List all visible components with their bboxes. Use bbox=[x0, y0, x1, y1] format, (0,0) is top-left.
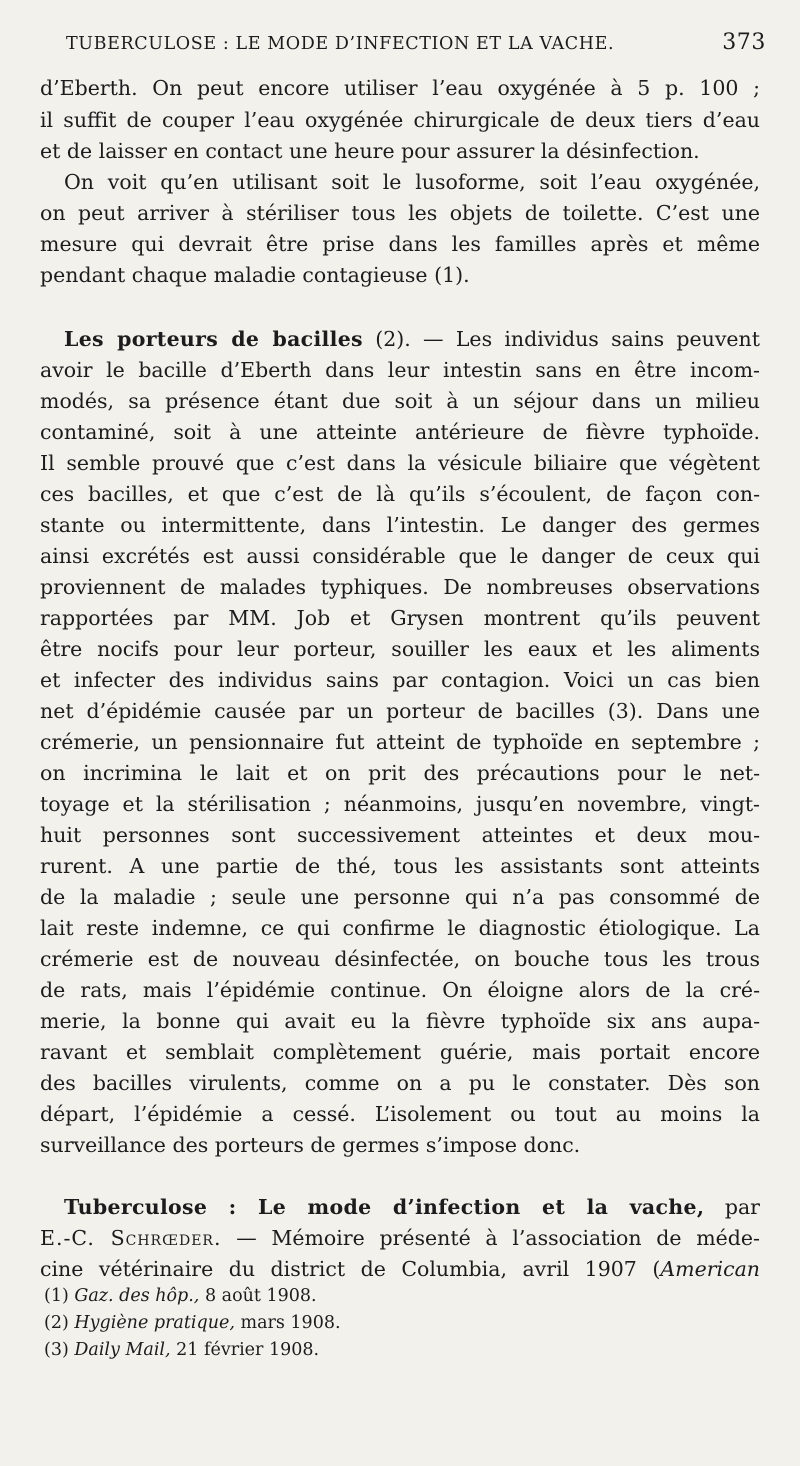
text-line: être nocifs pour leur porteur, souiller les eaux et les aliments bbox=[40, 637, 760, 661]
text-line: ainsi excrétés est aussi considérable que le danger de ceux qui bbox=[40, 544, 760, 568]
text-line: on peut arriver à stériliser tous les objets de toilette. C’est une bbox=[40, 201, 760, 225]
text-line: Il semble prouvé que c’est dans la vésicule biliaire que végètent bbox=[40, 451, 760, 475]
footnote-date: mars 1908. bbox=[240, 1313, 341, 1333]
text-line: on incrimina le lait et on prit des précautions pour le net- bbox=[40, 761, 760, 785]
text-line bbox=[40, 1254, 760, 1284]
author-name: E.-C. Schrœder. bbox=[40, 1226, 222, 1250]
text-line: On voit qu’en utilisant soit le lusoforme, soit l’eau oxygénée, bbox=[64, 170, 760, 194]
text-line: lait reste indemne, ce qui confirme le diagnostic étiologique. La bbox=[40, 916, 760, 940]
text-line: et de laisser en contact une heure pour assurer la désinfection. bbox=[40, 139, 700, 163]
running-head bbox=[42, 30, 770, 64]
running-head-title: TUBERCULOSE : LE MODE D’INFECTION ET LA VACHE. bbox=[66, 34, 615, 54]
text-line: il suffit de couper l’eau oxygénée chirurgicale de deux tiers d’eau bbox=[40, 108, 760, 132]
text-line: avoir le bacille d’Eberth dans leur intestin sans en être incom- bbox=[40, 358, 760, 382]
footnote-reference: Daily Mail, bbox=[74, 1340, 171, 1360]
footnote bbox=[44, 1337, 319, 1363]
footnote-date: 8 août 1908. bbox=[204, 1286, 317, 1306]
text-line: net d’épidémie causée par un porteur de bacilles (3). Dans une bbox=[40, 699, 760, 723]
text-line: huit personnes sont successivement atteintes et deux mou- bbox=[40, 823, 760, 847]
text-line: pendant chaque maladie contagieuse (1). bbox=[40, 263, 470, 287]
footnote-number: (2) bbox=[44, 1313, 69, 1333]
text-line: de rats, mais l’épidémie continue. On éloigne alors de la cré- bbox=[40, 978, 760, 1002]
section-heading: Tuberculose : Le mode d’infection et la vache, bbox=[64, 1195, 705, 1219]
footnote-reference: Hygiène pratique, bbox=[74, 1313, 235, 1333]
text-line: crémerie, un pensionnaire fut atteint de typhoïde en septembre ; bbox=[40, 730, 760, 754]
section-heading-line bbox=[64, 1192, 760, 1222]
footnote-number: (3) bbox=[44, 1340, 69, 1360]
text-line: crémerie est de nouveau désinfectée, on bouche tous les trous bbox=[40, 947, 760, 971]
footnote bbox=[44, 1283, 317, 1309]
text-line: surveillance des porteurs de germes s’impose donc. bbox=[40, 1133, 581, 1157]
heading-continuation: (2). — Les individus sains peuvent bbox=[375, 327, 760, 351]
text-line: rurent. A une partie de thé, tous les assistants sont atteints bbox=[40, 854, 760, 878]
text-line: départ, l’épidémie a cessé. L’isolement ou tout au moins la bbox=[40, 1102, 760, 1126]
text-line: contaminé, soit à une atteinte antérieure de fièvre typhoïde. bbox=[40, 420, 760, 444]
text-line: proviennent de malades typhiques. De nombreuses observations bbox=[40, 575, 760, 599]
text-span: cine vétérinaire du district de Columbia, avril 1907 ( bbox=[40, 1257, 661, 1281]
text-line: d’Eberth. On peut encore utiliser l’eau oxygénée à 5 p. 100 ; bbox=[40, 76, 760, 100]
footnote-reference: Gaz. des hôp., bbox=[74, 1286, 200, 1306]
heading-continuation: par bbox=[724, 1195, 760, 1219]
text-line: mesure qui devrait être prise dans les familles après et même bbox=[40, 232, 760, 256]
text-line: modés, sa présence étant due soit à un séjour dans un milieu bbox=[40, 389, 760, 413]
text-line: et infecter des individus sains par contagion. Voici un cas bien bbox=[40, 668, 760, 692]
text-line: des bacilles virulents, comme on a pu le constater. Dès son bbox=[40, 1071, 760, 1095]
text-line: stante ou intermittente, dans l’intestin. Le danger des germes bbox=[40, 513, 760, 537]
text-line: ces bacilles, et que c’est de là qu’ils s’écoulent, de façon con- bbox=[40, 482, 760, 506]
section-heading: Les porteurs de bacilles bbox=[64, 327, 363, 351]
text-line: ravant et semblait complètement guérie, mais portait encore bbox=[40, 1040, 760, 1064]
text-span: — Mémoire présenté à l’association de méde- bbox=[236, 1226, 760, 1250]
text-line: rapportées par MM. Job et Grysen montrent qu’ils peuvent bbox=[40, 606, 760, 630]
journal-name: American bbox=[660, 1257, 760, 1281]
text-line: toyage et la stérilisation ; néanmoins, jusqu’en novembre, vingt- bbox=[40, 792, 760, 816]
footnote bbox=[44, 1310, 341, 1336]
text-line: merie, la bonne qui avait eu la fièvre typhoïde six ans aupa- bbox=[40, 1009, 760, 1033]
footnote-date: 21 février 1908. bbox=[176, 1340, 320, 1360]
page-number: 373 bbox=[722, 30, 766, 55]
text-line: de la maladie ; seule une personne qui n’a pas consommé de bbox=[40, 885, 760, 909]
footnote-number: (1) bbox=[44, 1286, 69, 1306]
section-heading-line bbox=[64, 324, 760, 354]
text-line bbox=[40, 1223, 760, 1253]
